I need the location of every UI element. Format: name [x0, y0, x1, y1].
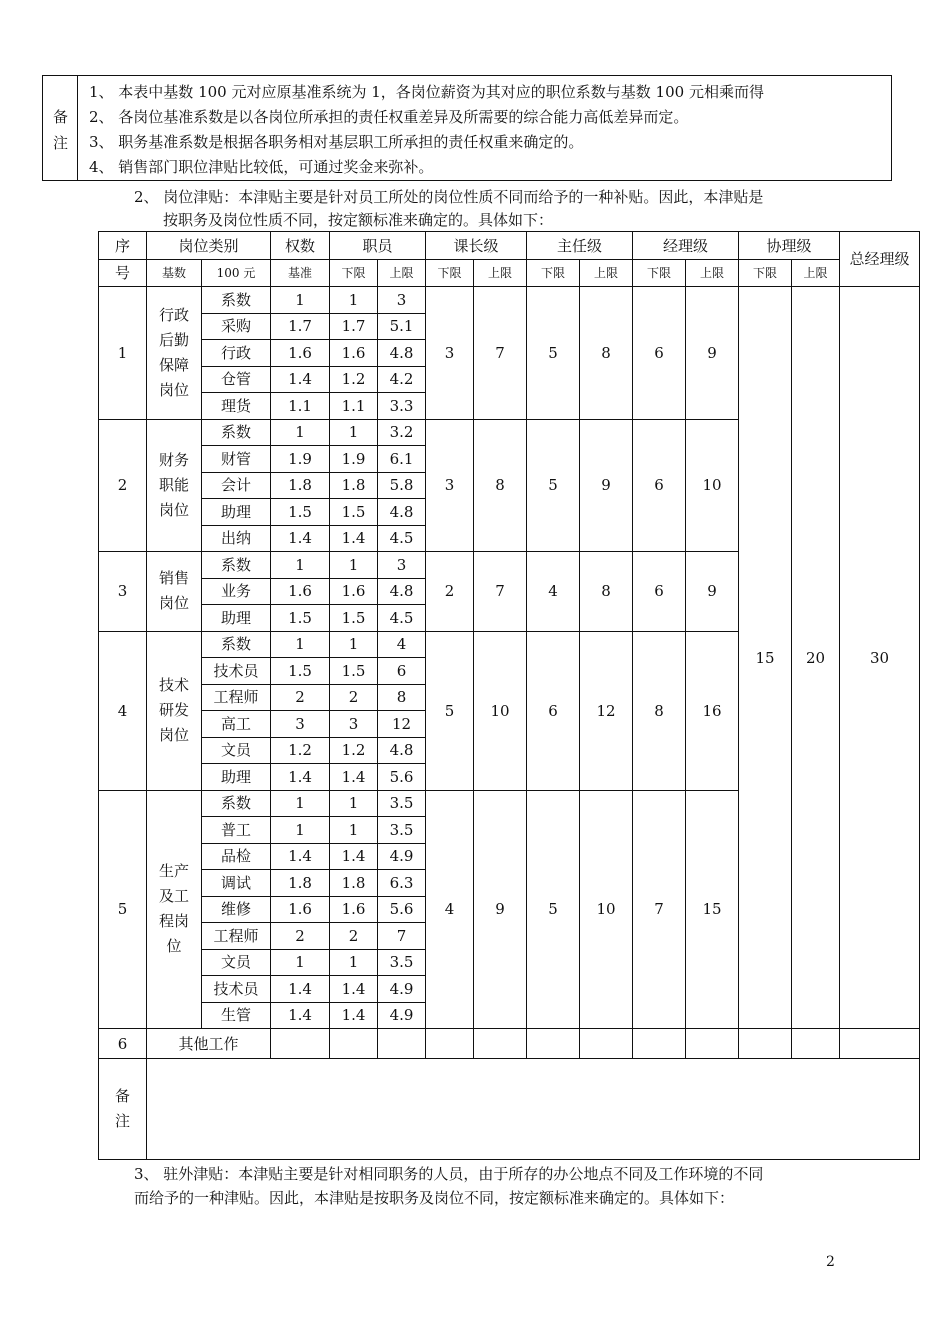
staff-lower: 1.5	[330, 605, 378, 632]
staff-upper: 4.5	[378, 525, 426, 552]
empty-cell	[580, 1029, 633, 1059]
staff-lower: 1.7	[330, 313, 378, 340]
section3-line1: 3、 驻外津贴：本津贴主要是针对相同职务的人员，由于所存的办公地点不同及工作环境的不同	[134, 1165, 764, 1183]
assistant-lower: 15	[739, 287, 792, 1029]
group-category-line: 岗位	[158, 726, 189, 744]
benchmark-value: 1.6	[271, 896, 330, 923]
position-name: 出纳	[202, 525, 271, 552]
group-seq: 1	[99, 287, 147, 420]
table-row-other	[99, 1029, 920, 1059]
position-name: 助理	[202, 764, 271, 791]
header-hundred: 100 元	[202, 260, 271, 287]
position-name: 财管	[202, 446, 271, 473]
position-name: 系数	[202, 552, 271, 579]
group-category-line: 行政	[158, 305, 189, 324]
staff-upper: 5.1	[378, 313, 426, 340]
staff-lower: 1.4	[330, 764, 378, 791]
position-name: 生管	[202, 1002, 271, 1029]
group-category	[147, 419, 202, 552]
benchmark-value: 1.6	[271, 340, 330, 367]
remarks-label-line: 备	[114, 1087, 130, 1105]
staff-lower: 1.4	[330, 843, 378, 870]
staff-lower: 1.2	[330, 737, 378, 764]
header-staff: 职员	[330, 232, 426, 260]
staff-lower: 1.8	[330, 472, 378, 499]
staff-lower: 2	[330, 923, 378, 950]
header-benchmark: 基准	[271, 260, 330, 287]
note-line-4: 4、 销售部门职位津贴比较低，可通过奖金来弥补。	[89, 158, 434, 176]
group-category	[147, 790, 202, 1029]
benchmark-value: 1.4	[271, 366, 330, 393]
group-category-line: 位	[166, 937, 182, 956]
position-name: 行政	[202, 340, 271, 367]
empty-cell	[840, 1029, 920, 1059]
manager-lower: 6	[633, 419, 686, 552]
benchmark-value: 1.6	[271, 578, 330, 605]
header-weight: 权数	[271, 232, 330, 260]
position-name: 技术员	[202, 976, 271, 1003]
staff-lower: 1.6	[330, 340, 378, 367]
position-name: 文员	[202, 737, 271, 764]
position-name: 会计	[202, 472, 271, 499]
manager-lower: 7	[633, 790, 686, 1029]
position-name: 维修	[202, 896, 271, 923]
benchmark-value: 1.4	[271, 525, 330, 552]
group-category-line: 技术	[158, 676, 189, 694]
position-name: 品检	[202, 843, 271, 870]
group-category-line: 岗位	[158, 594, 189, 613]
director-upper: 8	[580, 287, 633, 420]
position-name: 工程师	[202, 684, 271, 711]
staff-upper: 3.5	[378, 790, 426, 817]
empty-cell	[474, 1029, 527, 1059]
staff-upper: 4.2	[378, 366, 426, 393]
staff-lower: 1.6	[330, 896, 378, 923]
position-name: 高工	[202, 711, 271, 738]
group-category-line: 岗位	[158, 380, 189, 399]
header-post-type: 岗位类别	[147, 232, 271, 260]
staff-upper: 4	[378, 631, 426, 658]
group-category-line: 销售	[158, 569, 189, 588]
staff-upper: 4.9	[378, 1002, 426, 1029]
staff-upper: 12	[378, 711, 426, 738]
benchmark-value: 1.4	[271, 976, 330, 1003]
director-upper: 8	[580, 552, 633, 632]
benchmark-value: 1.5	[271, 658, 330, 685]
empty-cell	[378, 1029, 426, 1059]
benchmark-value: 1.4	[271, 1002, 330, 1029]
empty-cell	[633, 1029, 686, 1059]
staff-lower: 1.4	[330, 1002, 378, 1029]
staff-lower: 1	[330, 790, 378, 817]
position-name: 调试	[202, 870, 271, 897]
staff-lower: 1.8	[330, 870, 378, 897]
empty-cell	[792, 1029, 840, 1059]
table-row	[99, 287, 920, 314]
position-name: 仓管	[202, 366, 271, 393]
benchmark-value: 1.1	[271, 393, 330, 420]
group-category-line: 保障	[158, 355, 189, 374]
chief-upper: 8	[474, 419, 527, 552]
benchmark-value: 1	[271, 631, 330, 658]
staff-upper: 4.9	[378, 843, 426, 870]
director-upper: 12	[580, 631, 633, 790]
table-row-remarks	[99, 1059, 920, 1160]
position-name: 文员	[202, 949, 271, 976]
position-name: 技术员	[202, 658, 271, 685]
director-lower: 5	[527, 790, 580, 1029]
staff-upper: 5.8	[378, 472, 426, 499]
staff-upper: 3.5	[378, 949, 426, 976]
benchmark-value: 1	[271, 949, 330, 976]
remarks-label-line: 注	[114, 1112, 130, 1130]
staff-upper: 6.3	[378, 870, 426, 897]
staff-upper: 3.2	[378, 419, 426, 446]
page-number: 2	[826, 1254, 835, 1270]
post-allowance-table	[98, 231, 920, 1160]
notes-label-1: 备	[53, 108, 69, 126]
benchmark-value: 1.2	[271, 737, 330, 764]
header-seq-1: 序	[99, 232, 147, 260]
staff-lower: 1.4	[330, 525, 378, 552]
empty-cell	[527, 1029, 580, 1059]
group-category-line: 财务	[158, 450, 189, 469]
header-chief-upper: 上限	[474, 260, 527, 287]
staff-upper: 4.8	[378, 737, 426, 764]
empty-cell	[739, 1029, 792, 1059]
benchmark-value: 1	[271, 790, 330, 817]
header-staff-lower: 下限	[330, 260, 378, 287]
benchmark-value: 1	[271, 419, 330, 446]
staff-upper: 3	[378, 552, 426, 579]
position-name: 助理	[202, 605, 271, 632]
chief-lower: 4	[426, 790, 474, 1029]
position-name: 理货	[202, 393, 271, 420]
notes-box	[42, 75, 892, 181]
position-name: 系数	[202, 631, 271, 658]
staff-upper: 6	[378, 658, 426, 685]
staff-upper: 3.5	[378, 817, 426, 844]
benchmark-value: 2	[271, 684, 330, 711]
staff-lower: 3	[330, 711, 378, 738]
manager-lower: 6	[633, 287, 686, 420]
group-category-line: 及工	[158, 887, 189, 906]
position-name: 工程师	[202, 923, 271, 950]
header-general-manager: 总经理级	[840, 232, 920, 287]
remarks-content	[147, 1059, 920, 1160]
header-assistant-upper: 上限	[792, 260, 840, 287]
chief-lower: 3	[426, 419, 474, 552]
staff-lower: 1.1	[330, 393, 378, 420]
group-category-line: 生产	[158, 862, 189, 881]
staff-lower: 1	[330, 631, 378, 658]
remarks-label	[99, 1059, 147, 1160]
benchmark-value: 3	[271, 711, 330, 738]
header-base: 基数	[147, 260, 202, 287]
header-manager: 经理级	[633, 232, 739, 260]
group-category-line: 职能	[158, 475, 189, 494]
director-lower: 4	[527, 552, 580, 632]
staff-upper: 3.3	[378, 393, 426, 420]
staff-upper: 4.8	[378, 499, 426, 526]
header-seq-2: 号	[99, 260, 147, 287]
header-director-lower: 下限	[527, 260, 580, 287]
benchmark-value: 1.5	[271, 499, 330, 526]
benchmark-value: 1.5	[271, 605, 330, 632]
staff-upper: 5.6	[378, 896, 426, 923]
group-category-line: 后勤	[158, 330, 189, 349]
director-lower: 5	[527, 419, 580, 552]
benchmark-value: 1	[271, 287, 330, 314]
note-line-3: 3、 职务基准系数是根据各职务相对基层职工所承担的责任权重来确定的。	[89, 133, 584, 151]
notes-label	[43, 76, 78, 180]
manager-lower: 8	[633, 631, 686, 790]
manager-upper: 9	[686, 287, 739, 420]
group-category-line: 岗位	[158, 500, 189, 519]
position-name: 系数	[202, 790, 271, 817]
empty-cell	[686, 1029, 739, 1059]
empty-cell	[330, 1029, 378, 1059]
header-assistant: 协理级	[739, 232, 840, 260]
staff-lower: 1	[330, 287, 378, 314]
chief-upper: 7	[474, 552, 527, 632]
manager-upper: 15	[686, 790, 739, 1029]
other-seq: 6	[99, 1029, 147, 1059]
director-upper: 10	[580, 790, 633, 1029]
notes-label-2: 注	[53, 134, 69, 152]
staff-upper: 8	[378, 684, 426, 711]
benchmark-value: 1.4	[271, 764, 330, 791]
section2-line1: 2、 岗位津贴：本津贴主要是针对员工所处的岗位性质不同而给予的一种补贴。因此，本津贴是	[134, 188, 764, 206]
position-name: 业务	[202, 578, 271, 605]
staff-lower: 2	[330, 684, 378, 711]
group-seq: 2	[99, 419, 147, 552]
manager-upper: 10	[686, 419, 739, 552]
group-category-line: 程岗	[158, 912, 189, 931]
staff-upper: 4.5	[378, 605, 426, 632]
director-upper: 9	[580, 419, 633, 552]
position-name: 采购	[202, 313, 271, 340]
other-label: 其他工作	[147, 1029, 271, 1059]
position-name: 助理	[202, 499, 271, 526]
chief-upper: 9	[474, 790, 527, 1029]
staff-upper: 4.9	[378, 976, 426, 1003]
staff-upper: 5.6	[378, 764, 426, 791]
note-line-2: 2、 各岗位基准系数是以各岗位所承担的责任权重差异及所需要的综合能力高低差异而定。	[89, 108, 689, 126]
director-lower: 5	[527, 287, 580, 420]
chief-upper: 10	[474, 631, 527, 790]
staff-lower: 1.2	[330, 366, 378, 393]
staff-lower: 1.5	[330, 499, 378, 526]
staff-upper: 4.8	[378, 340, 426, 367]
empty-cell	[426, 1029, 474, 1059]
staff-lower: 1	[330, 949, 378, 976]
benchmark-value: 2	[271, 923, 330, 950]
header-assistant-lower: 下限	[739, 260, 792, 287]
position-name: 普工	[202, 817, 271, 844]
group-seq: 3	[99, 552, 147, 632]
assistant-upper: 20	[792, 287, 840, 1029]
benchmark-value: 1	[271, 817, 330, 844]
position-name: 系数	[202, 287, 271, 314]
staff-upper: 6.1	[378, 446, 426, 473]
director-lower: 6	[527, 631, 580, 790]
header-section-chief: 课长级	[426, 232, 527, 260]
section2-line2: 按职务及岗位性质不同，按定额标准来确定的。具体如下：	[163, 211, 554, 229]
staff-lower: 1.9	[330, 446, 378, 473]
staff-lower: 1.5	[330, 658, 378, 685]
staff-lower: 1	[330, 552, 378, 579]
group-category-line: 研发	[158, 701, 189, 719]
general-manager-value: 30	[840, 287, 920, 1029]
header-director: 主任级	[527, 232, 633, 260]
group-category	[147, 631, 202, 790]
staff-lower: 1	[330, 817, 378, 844]
staff-lower: 1	[330, 419, 378, 446]
benchmark-value: 1.4	[271, 843, 330, 870]
header-director-upper: 上限	[580, 260, 633, 287]
position-name: 系数	[202, 419, 271, 446]
staff-lower: 1.6	[330, 578, 378, 605]
staff-upper: 3	[378, 287, 426, 314]
section3-line2: 而给予的一种津贴。因此，本津贴是按职务及岗位不同，按定额标准来确定的。具体如下：	[134, 1189, 735, 1207]
benchmark-value: 1.9	[271, 446, 330, 473]
benchmark-value: 1.8	[271, 472, 330, 499]
staff-upper: 4.8	[378, 578, 426, 605]
group-category	[147, 287, 202, 420]
manager-upper: 9	[686, 552, 739, 632]
manager-lower: 6	[633, 552, 686, 632]
note-line-1: 1、 本表中基数 100 元对应原基准系统为 1，各岗位薪资为其对应的职位系数与基数 100 元相乘而得	[89, 83, 764, 101]
empty-cell	[271, 1029, 330, 1059]
header-manager-lower: 下限	[633, 260, 686, 287]
group-seq: 5	[99, 790, 147, 1029]
staff-lower: 1.4	[330, 976, 378, 1003]
manager-upper: 16	[686, 631, 739, 790]
benchmark-value: 1	[271, 552, 330, 579]
chief-lower: 5	[426, 631, 474, 790]
chief-upper: 7	[474, 287, 527, 420]
staff-upper: 7	[378, 923, 426, 950]
benchmark-value: 1.7	[271, 313, 330, 340]
chief-lower: 3	[426, 287, 474, 420]
chief-lower: 2	[426, 552, 474, 632]
header-manager-upper: 上限	[686, 260, 739, 287]
header-chief-lower: 下限	[426, 260, 474, 287]
group-seq: 4	[99, 631, 147, 790]
group-category	[147, 552, 202, 632]
header-staff-upper: 上限	[378, 260, 426, 287]
benchmark-value: 1.8	[271, 870, 330, 897]
